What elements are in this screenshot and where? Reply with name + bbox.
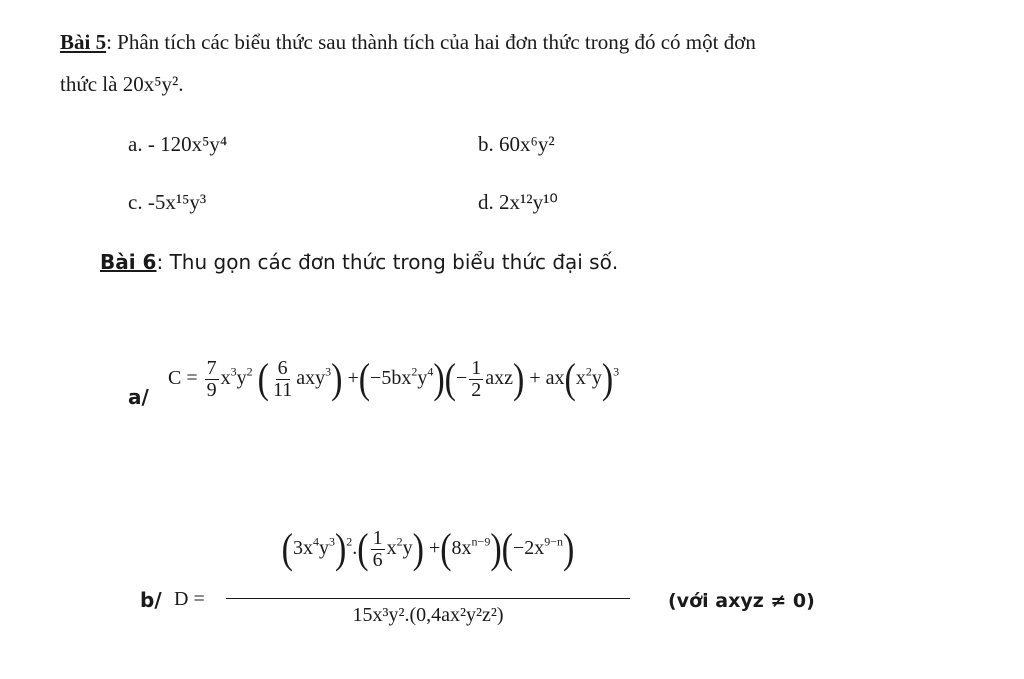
part-a-expression: C = $\frac{7}{9}$ $x^3y^2$ ( $\frac{6}{11}$ $axy^3) +(-5bx^2y^4)(-$ $\frac{1}{2}$ $axz) + ax(x^2y)^3$ [168,355,620,402]
part-b-d-equals: D = [174,588,205,610]
bai6-heading [100,250,618,274]
bai6-text: : Thu gọn các đơn thức trong biểu thức đại số. [156,250,619,274]
bai5-option-a: a. - 120x⁵y⁴ [128,132,228,156]
bai5-line2: thức là 20x⁵y². [60,72,184,96]
part-b-numerator: $(3x^4y^3)^2$.( $\frac{1}{6}$ $x^2y) +(8x^{n-9})(-2x^{9-n})$ [281,525,575,572]
part-a-label: a/ [128,385,149,409]
part-b-denominator: 15x³y².(0,4ax²y²z²) [352,604,504,626]
bai5-label: Bài 5 [60,30,107,54]
bai5-line1 [60,30,1010,55]
bai5-option-b: b. 60x⁶y² [478,132,555,156]
part-b-condition: (với axyz ≠ 0) [668,590,815,612]
bai5-option-d: d. 2x¹²y¹⁰ [478,190,558,214]
part-b-fraction-bar [226,598,630,599]
part-b-label: b/ [140,588,162,612]
bai5-text: : Phân tích các biểu thức sau thành tích của hai đơn thức trong đó có một đơn [106,30,756,54]
bai5-option-c: c. -5x¹⁵y³ [128,190,207,214]
bai6-label: Bài 6 [100,250,157,274]
